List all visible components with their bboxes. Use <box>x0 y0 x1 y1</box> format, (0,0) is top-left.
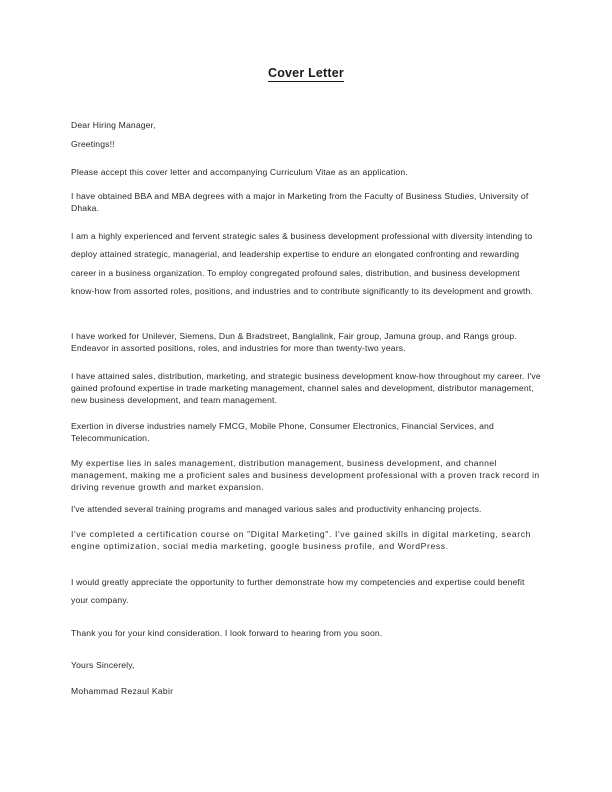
paragraph-block-8 <box>71 503 541 515</box>
paragraph-block-4 <box>71 330 541 354</box>
paragraph-block-7 <box>71 457 540 494</box>
closing-block <box>71 659 541 671</box>
paragraph: Please accept this cover letter and accompanying Curriculum Vitae as an application. <box>71 167 408 177</box>
paragraph: Exertion in diverse industries namely FMCG, Mobile Phone, Consumer Electronics, Financial Services, and Telecommunication. <box>71 421 494 444</box>
paragraph: I have worked for Unilever, Siemens, Dun & Bradstreet, Banglalink, Fair group, Jamuna group, and Rangs group. Endeavor in assorted positions, roles, and industries for more than twenty-two years. <box>71 331 517 354</box>
page-title <box>0 66 612 80</box>
paragraph: I have attained sales, distribution, marketing, and strategic business development know-how throughout my career. I've gained profound expertise in trade marketing management, channel sales and development, distributor management, new business development, and team management. <box>71 371 541 406</box>
paragraph-block-11 <box>71 627 541 639</box>
paragraph: I would greatly appreciate the opportunity to further demonstrate how my competencies and expertise could benefit your company. <box>71 577 525 606</box>
signature-name: Mohammad Rezaul Kabir <box>71 686 174 696</box>
paragraph-block-10 <box>71 573 531 610</box>
paragraph: My expertise lies in sales management, distribution management, business development, and channel management, making me a proficient sales and business development professional with a proven track record in driving revenue growth and market expansion. <box>71 458 540 493</box>
closing-salutation: Yours Sincerely, <box>71 660 135 670</box>
salutation-block <box>71 119 541 131</box>
paragraph-block-5 <box>71 370 541 407</box>
paragraph-block-2 <box>71 190 541 214</box>
page-title-text: Cover Letter <box>267 66 345 80</box>
paragraph: Thank you for your kind consideration. I look forward to hearing from you soon. <box>71 628 383 638</box>
paragraph: I have obtained BBA and MBA degrees with a major in Marketing from the Faculty of Business Studies, University of Dhaka. <box>71 191 529 214</box>
paragraph-block-6 <box>71 420 541 444</box>
paragraph: I am a highly experienced and fervent strategic sales & business development professional with diversity intending to deploy attained strategic, managerial, and leadership expertise to endure an elongated confronting and rewarding career in a business organization. To employ congregated profound sales, distribution, and business development know-how from assorted roles, positions, and industries and to contribute significantly to its development and growth. <box>71 231 533 297</box>
signature-block <box>71 685 541 697</box>
paragraph: I've completed a certification course on "Digital Marketing". I've gained skills in digital marketing, search engine optimization, social media marketing, google business profile, and WordPress. <box>71 529 532 552</box>
paragraph-block-1 <box>71 166 541 178</box>
paragraph: I've attended several training programs and managed various sales and productivity enhancing projects. <box>71 504 482 514</box>
salutation: Dear Hiring Manager, <box>71 120 156 130</box>
greeting-block <box>71 138 541 150</box>
paragraph-block-9 <box>71 528 539 552</box>
greeting: Greetings!! <box>71 139 115 149</box>
paragraph-block-3 <box>71 227 545 301</box>
